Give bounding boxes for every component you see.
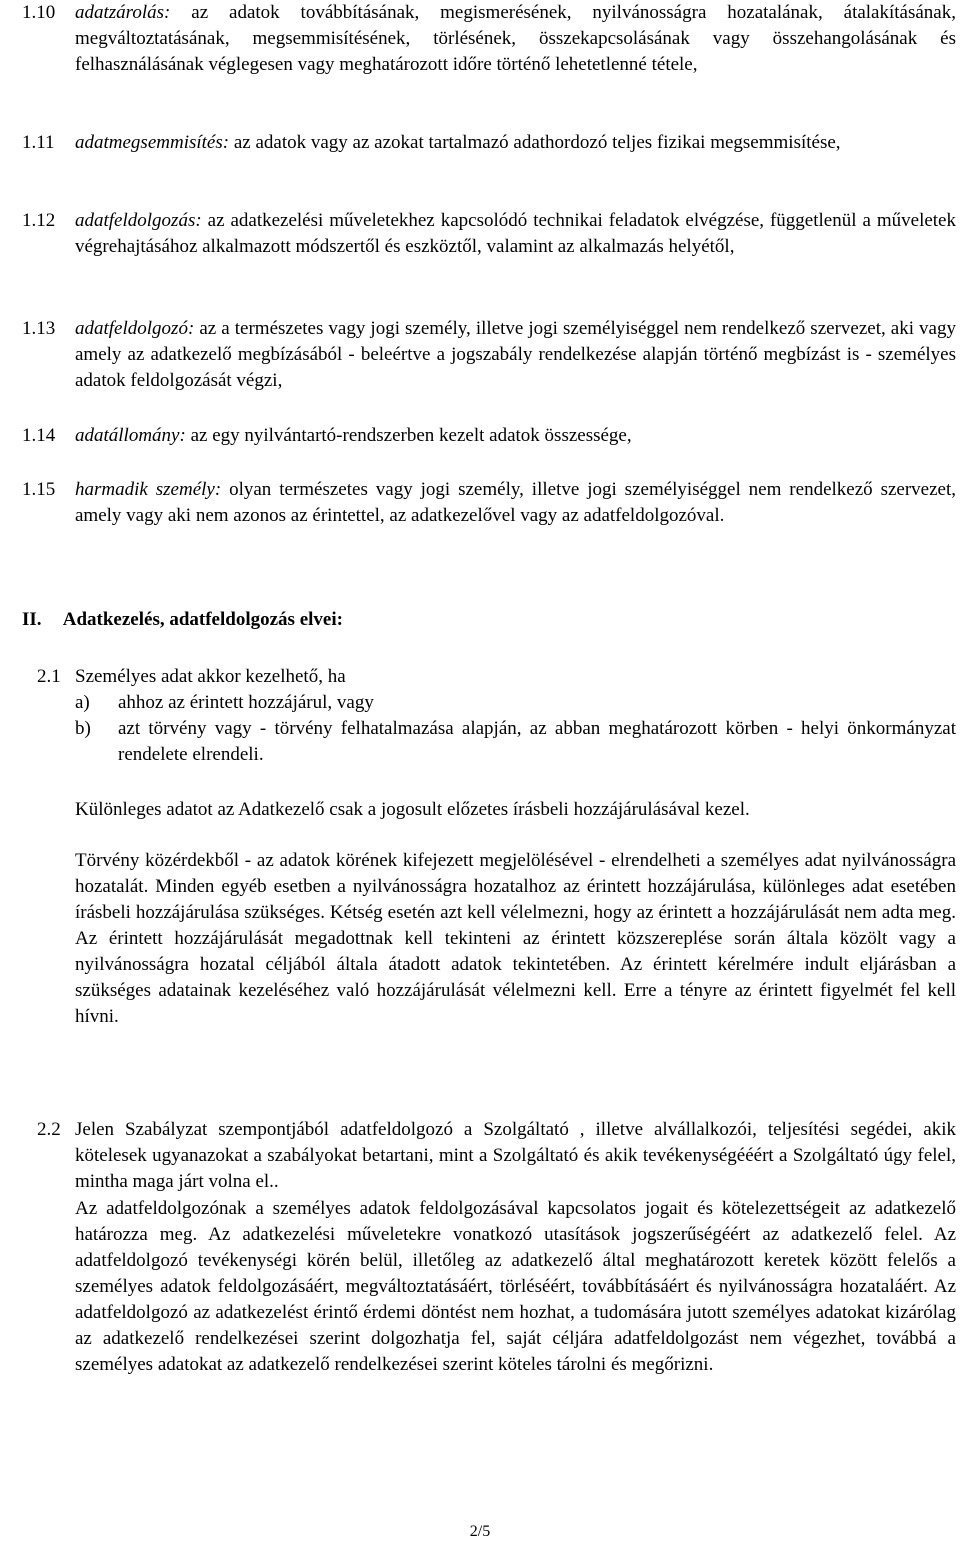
definition-number: 1.12 — [22, 210, 56, 231]
definition-body — [75, 208, 956, 260]
definition-term: adatállomány: — [75, 425, 186, 446]
definition-text: az adatkezelési műveletekhez kapcsolódó technikai feladatok elvégzése, függetlenül a műveletek végrehajtásához alkalmazott módszertől és eszköztől, valamint az alkalmazás helyétől, — [75, 210, 956, 257]
clause-number: 2.1 — [37, 666, 61, 687]
definition-text: az egy nyilvántartó-rendszerben kezelt adatok összessége, — [185, 425, 632, 446]
definition-body — [75, 130, 956, 156]
clause-text: Személyes adat akkor kezelhető, ha — [75, 666, 346, 687]
definition-1-12 — [22, 208, 956, 260]
definition-term: adatmegsemmisítés: — [75, 132, 230, 153]
definition-number: 1.10 — [22, 2, 56, 23]
definition-text: az a természetes vagy jogi személy, illetve jogi személyiséggel nem rendelkező szervezet, aki vagy amely az adatkezelő megbízásából - beleértve a jogszabály rendelkezése alapján történő megbízást is - személyes adatok feldolgozását végzi, — [75, 318, 956, 391]
definition-number: 1.13 — [22, 318, 56, 339]
paragraph-special-data: Különleges adatot az Adatkezelő csak a jogosult előzetes írásbeli hozzájárulásával kezel. — [75, 799, 750, 820]
definition-body — [75, 477, 956, 529]
definition-1-10 — [22, 0, 956, 78]
definition-1-15 — [22, 477, 956, 529]
definition-number: 1.14 — [22, 425, 56, 446]
definition-text: az adatok továbbításának, megismerésének, nyilvánosságra hozatalának, átalakításának, megváltoztatásának, megsemmisítésének, törlésének, összekapcsolásának vagy összehangolásának és felhasználásának véglegesen vagy meghatározott időre történő lehetetlenné tétele, — [75, 2, 956, 75]
definition-1-13 — [22, 316, 956, 394]
definition-body — [75, 423, 956, 449]
definition-text: olyan természetes vagy jogi személy, illetve jogi személyiséggel nem rendelkező szervezet, amely vagy aki nem azonos az érintettel, az adatkezelővel vagy az adatfeldolgozóval. — [75, 479, 956, 526]
page-number: 2/5 — [469, 1523, 491, 1540]
section-title: Adatkezelés, adatfeldolgozás elvei: — [62, 609, 343, 630]
definition-body — [75, 316, 956, 394]
clause-item-a — [75, 690, 956, 716]
definition-term: adatzárolás: — [75, 2, 171, 23]
item-label: b) — [75, 718, 91, 739]
section-roman-numeral: II. — [22, 609, 42, 630]
clause-number: 2.2 — [37, 1119, 61, 1140]
item-text: ahhoz az érintett hozzájárul, vagy — [118, 692, 374, 713]
clause-2-1 — [37, 664, 956, 690]
paragraph-processor-rights: Az adatfeldolgozónak a személyes adatok feldolgozásával kapcsolatos jogait és kötelezettségeit az adatkezelő határozza meg. Az adatkezelési műveletekre vonatkozó utasítások jogszerűségéért az adatkezelő felel. Az adatfeldolgozó tevékenységi körén belül, illetőleg az adatkezelő által meghatározott keretek között felelős a személyes adatok feldolgozásáért, megváltoztatásáért, törléséért, továbbításáért és nyilvánosságra hozataláért. Az adatfeldolgozó az adatkezelést érintő érdemi döntést nem hozhat, a tudomására jutott személyes adatokat kizárólag az adatkezelő rendelkezései szerint dolgozhatja fel, saját céljára adatfeldolgozást nem végezhet, továbbá a személyes adatokat az adatkezelő rendelkezései szerint köteles tárolni és megőrizni. — [75, 1198, 956, 1375]
item-text: azt törvény vagy - törvény felhatalmazása alapján, az abban meghatározott körben - helyi önkormányzat rendelete elrendeli. — [118, 718, 956, 765]
definition-term: adatfeldolgozó: — [75, 318, 195, 339]
definition-1-14 — [22, 423, 956, 449]
clause-item-b — [75, 716, 956, 768]
definition-body — [75, 0, 956, 78]
definition-1-11 — [22, 130, 956, 156]
definition-term: harmadik személy: — [75, 479, 222, 500]
clause-text: Jelen Szabályzat szempontjából adatfeldolgozó a Szolgáltató , illetve alvállalkozói, teljesítési segédei, akik kötelesek ugyanazokat a szabályokat betartani, mint a Szolgáltató és akik tevékenységééért a Szolgáltató úgy felel, mintha maga járt volna el.. — [75, 1119, 956, 1192]
item-label: a) — [75, 692, 90, 713]
clause-2-2 — [37, 1117, 956, 1195]
definition-text: az adatok vagy az azokat tartalmazó adathordozó teljes fizikai megsemmisítése, — [229, 132, 841, 153]
definition-number: 1.15 — [22, 479, 56, 500]
section-heading — [22, 607, 343, 633]
definition-number: 1.11 — [22, 132, 55, 153]
definition-term: adatfeldolgozás: — [75, 210, 202, 231]
paragraph-public-data: Törvény közérdekből - az adatok körének kifejezett megjelölésével - elrendelheti a személyes adat nyilvánosságra hozatalát. Minden egyéb esetben a nyilvánosságra hozatalhoz az érintett hozzájárulása, különleges adat esetében írásbeli hozzájárulása szükséges. Kétség esetén azt kell vélelmezni, hogy az érintett a hozzájárulását nem adta meg. Az érintett hozzájárulását megadottnak kell tekinteni az érintett közszereplése során általa közölt vagy a nyilvánosságra hozatal céljából általa átadott adatok tekintetében. Az érintett kérelmére indult eljárásban a szükséges adatainak kezeléséhez való hozzájárulását vélelmezni kell. Erre a tényre az érintett figyelmét fel kell hívni. — [75, 850, 956, 1027]
